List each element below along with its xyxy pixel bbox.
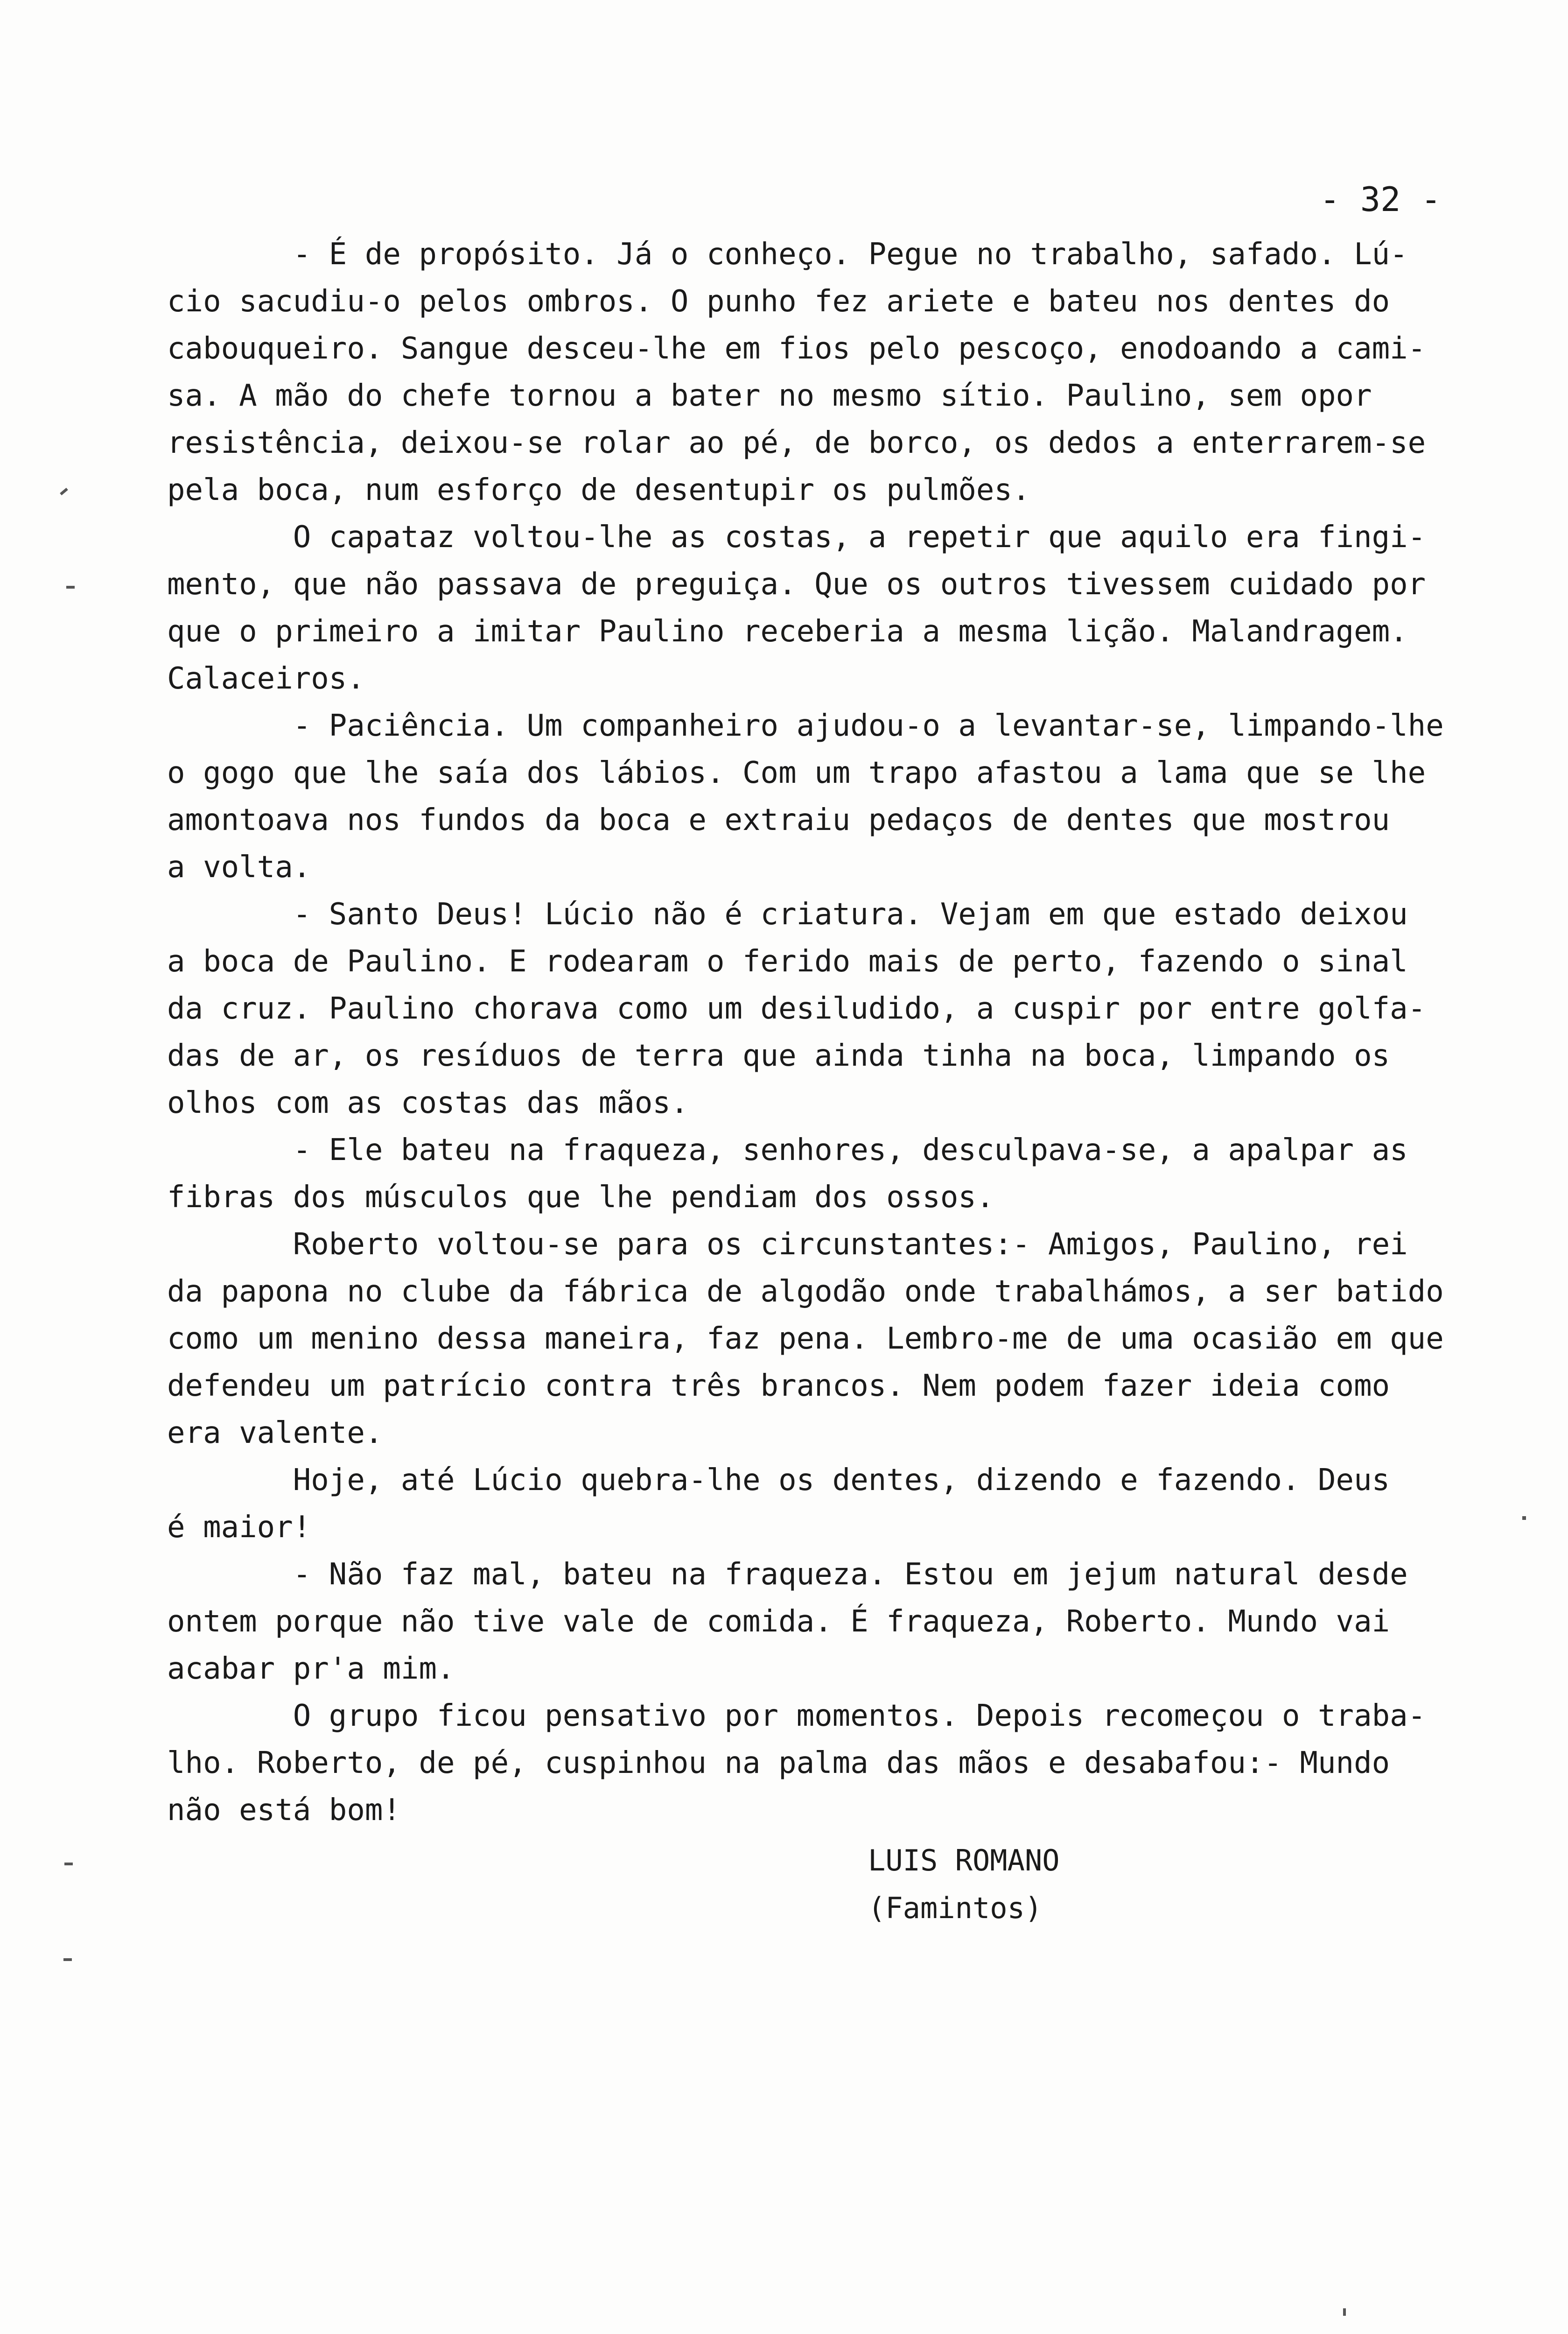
text-line: amontoava nos fundos da boca e extraiu pedaços de dentes que mostrou xyxy=(167,803,1390,837)
text-line: resistência, deixou-se rolar ao pé, de borco, os dedos a enterrarem-se xyxy=(167,426,1426,460)
scan-mark xyxy=(66,586,75,589)
text-line: defendeu um patrício contra três brancos. Nem podem fazer ideia como xyxy=(167,1369,1390,1403)
text-line: O capataz voltou-lhe as costas, a repetir que aquilo era fingi- xyxy=(167,520,1426,555)
text-line: é maior! xyxy=(167,1510,311,1545)
text-line: Roberto voltou-se para os circunstantes:- Amigos, Paulino, rei xyxy=(167,1227,1408,1262)
text-line: - Paciência. Um companheiro ajudou-o a levantar-se, limpando-lhe xyxy=(167,709,1444,743)
scan-mark xyxy=(1343,2308,1346,2316)
signature-author: LUIS ROMANO xyxy=(868,1843,1060,1877)
text-line: cabouqueiro. Sangue desceu-lhe em fios pelo pescoço, enodoando a cami- xyxy=(167,331,1426,366)
scan-mark xyxy=(60,488,68,495)
text-line: a boca de Paulino. E rodearam o ferido mais de perto, fazendo o sinal xyxy=(167,944,1408,979)
text-line: não está bom! xyxy=(167,1793,401,1828)
text-line: era valente. xyxy=(167,1416,383,1450)
text-line: como um menino dessa maneira, faz pena. Lembro-me de uma ocasião em que xyxy=(167,1322,1444,1356)
text-line: - É de propósito. Já o conheço. Pegue no trabalho, safado. Lú- xyxy=(167,237,1408,272)
text-line: pela boca, num esforço de desentupir os pulmões. xyxy=(167,473,1030,507)
text-line: lho. Roberto, de pé, cuspinhou na palma das mãos e desabafou:- Mundo xyxy=(167,1746,1390,1780)
body-text xyxy=(167,231,1511,1834)
scan-mark xyxy=(63,1958,72,1961)
text-line: da cruz. Paulino chorava como um desiludido, a cuspir por entre golfa- xyxy=(167,991,1426,1026)
text-line: Hoje, até Lúcio quebra-lhe os dentes, dizendo e fazendo. Deus xyxy=(167,1463,1390,1497)
text-line: - Santo Deus! Lúcio não é criatura. Vejam em que estado deixou xyxy=(167,897,1408,932)
scan-mark xyxy=(64,1863,73,1865)
scan-mark xyxy=(1522,1516,1526,1520)
text-line: sa. A mão do chefe tornou a bater no mesmo sítio. Paulino, sem opor xyxy=(167,379,1372,413)
text-line: a volta. xyxy=(167,850,311,885)
text-line: o gogo que lhe saía dos lábios. Com um trapo afastou a lama que se lhe xyxy=(167,756,1426,790)
text-line: das de ar, os resíduos de terra que ainda tinha na boca, limpando os xyxy=(167,1039,1390,1073)
signature xyxy=(868,1837,1060,1932)
text-line: - Ele bateu na fraqueza, senhores, desculpava-se, a apalpar as xyxy=(167,1133,1408,1167)
text-line: que o primeiro a imitar Paulino receberia a mesma lição. Malandragem. xyxy=(167,614,1408,649)
text-line: O grupo ficou pensativo por momentos. Depois recomeçou o traba- xyxy=(167,1699,1426,1733)
page-number: - 32 - xyxy=(1320,180,1442,219)
text-line: - Não faz mal, bateu na fraqueza. Estou em jejum natural desde xyxy=(167,1557,1408,1592)
text-line: ontem porque não tive vale de comida. É fraqueza, Roberto. Mundo vai xyxy=(167,1604,1390,1639)
text-line: fibras dos músculos que lhe pendiam dos ossos. xyxy=(167,1180,994,1215)
text-line: acabar pr'a mim. xyxy=(167,1652,455,1686)
text-line: olhos com as costas das mãos. xyxy=(167,1086,689,1120)
text-line: da papona no clube da fábrica de algodão onde trabalhámos, a ser batido xyxy=(167,1274,1444,1309)
text-line: Calaceiros. xyxy=(167,661,365,696)
text-line: mento, que não passava de preguiça. Que os outros tivessem cuidado por xyxy=(167,567,1426,602)
signature-work: (Famintos) xyxy=(868,1891,1043,1925)
text-line: cio sacudiu-o pelos ombros. O punho fez ariete e bateu nos dentes do xyxy=(167,284,1390,319)
